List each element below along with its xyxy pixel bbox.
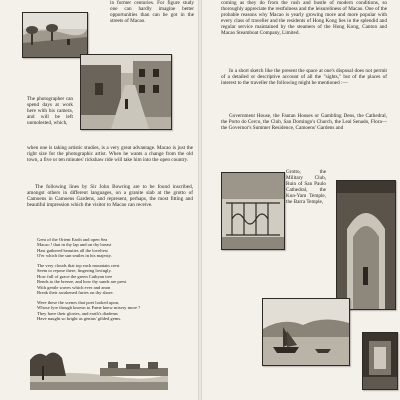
photo-ornamental-fence xyxy=(221,172,285,250)
poem-stanza-3: Were these the scenes that poet looked upon, Whose lyre though known to Fame knew misery more ? They have their glories, and earth's diadems Have naught so bright as genius' gilded gems. xyxy=(37,300,141,322)
poem-stanza-2: The very clouds that top each mountain crest Seem to repose there, lingering lovingly. How full of grace the green Cathyan tree Bends to the breeze, and how thy sands are prest With gentle waves which ever and anon Break their awakened furies on thy shore. xyxy=(37,263,127,296)
right-para-3-bottom: Grotto, the Military Club, Ruin of San Paulo Cathedral, the Kun-Yam Temple, the Barra Temple, xyxy=(286,169,326,205)
right-para-1: coming as they do from the rush and bustle of modern conditions, so thoroughly appreciate the restfulness and the leisureliness of Macao. One of the probable reasons why Macao is yearly growing more and more popular with every class of traveller and the residents of Hong Kong lies in the splendid and regular service maintained by the steamers of the Hong Kong, Canton and Macao Steamboat Company, Limited. xyxy=(221,0,387,36)
photo-harbour-panorama xyxy=(30,346,168,390)
book-gutter xyxy=(198,0,202,400)
left-para-2: The following lines by Sir John Bowring are to be found inscribed, amongst others in different languages, on a granite slab at the grotto of Camoens in Camoens Gardens, and represent, perhaps, the most fitting and beautiful impression which the visitor to Macao can receive. xyxy=(27,184,193,208)
photo-arched-doorway xyxy=(336,180,396,310)
photo-waterfront-promenade xyxy=(22,12,88,58)
photo-temple-interior xyxy=(362,332,398,390)
right-para-2: In a short sketch like the present the space at one's disposal does not permit of a detailed or descriptive account of all the "sights," but of the places of interest to the traveller the following might be mentioned :— xyxy=(221,68,387,86)
left-para-1-bottom: when one is taking artistic studies, is a very great advantage. Macao is just the right size for the photographic artist. When he wants a change from the old town, a five or ten minutes' rickshaw ride will take him into the open country. xyxy=(27,145,193,163)
right-para-3-top: Government House, the Fantan Houses or Gambling Dens, the Cathedral, the Porto do Cerco, the Club, San Domingo's Church, the Leal Senado, Flora—the Governor's Summer Residence, Camoens' Gardens and xyxy=(221,113,387,131)
poem-stanza-1: Gem of the Orient Earth and open Sea Macao ! that in thy lap and on thy breast Hast gathered beauties all the loveliest O'er which the sun smiles in his majesty. xyxy=(37,237,112,259)
left-para-1-top: in former centuries. For figure study one can hardly imagine better opportunities than can be got in the streets of Macao. xyxy=(110,0,194,24)
photo-bay-with-junk xyxy=(262,298,350,366)
left-para-1-middle: The photographer can spend days at work here with his camera, and will be left unmolested, which, xyxy=(27,96,73,126)
photo-street-scene xyxy=(80,54,172,130)
